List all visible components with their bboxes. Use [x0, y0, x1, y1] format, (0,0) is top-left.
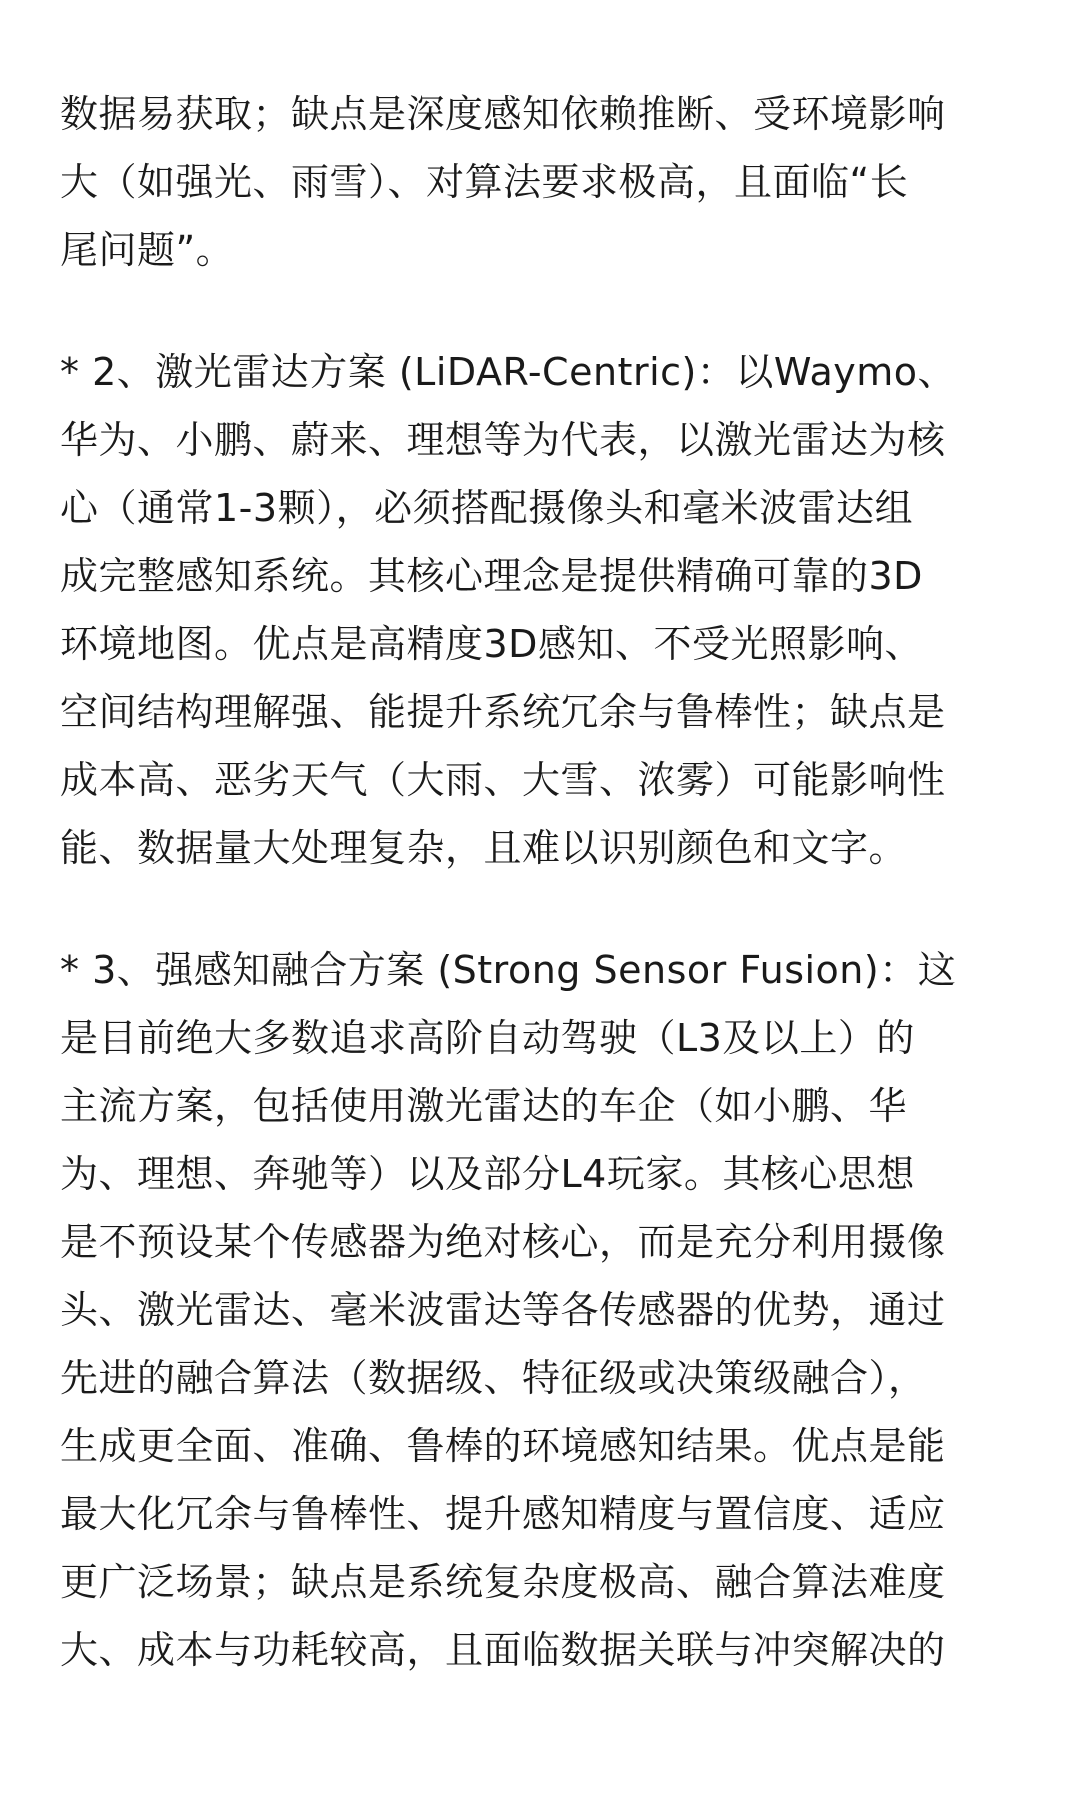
text-line: 尾问题”。 — [60, 228, 235, 272]
text-line: 生成更全面、准确、鲁棒的环境感知结果。优点是能 — [60, 1424, 946, 1468]
text-line: 先进的融合算法（数据级、特征级或决策级融合）， — [60, 1356, 927, 1400]
paragraph-camera-drawbacks — [60, 80, 1040, 284]
text-line: 主流方案，包括使用激光雷达的车企（如小鹏、华 — [60, 1084, 908, 1128]
text-line: 是不预设某个传感器为绝对核心，而是充分利用摄像 — [60, 1220, 946, 1264]
paragraph-spacer — [60, 284, 1040, 338]
text-line: 环境地图。优点是高精度3D感知、不受光照影响、 — [60, 622, 923, 666]
text-line: 是目前绝大多数追求高阶自动驾驶（L3及以上）的 — [60, 1016, 915, 1060]
text-line: * 2、激光雷达方案 (LiDAR-Centric)：以Waymo、 — [60, 350, 957, 394]
text-line: * 3、强感知融合方案 (Strong Sensor Fusion)：这 — [60, 948, 957, 992]
text-line: 数据易获取；缺点是深度感知依赖推断、受环境影响 — [60, 92, 946, 136]
paragraph-spacer — [60, 882, 1040, 936]
text-line: 空间结构理解强、能提升系统冗余与鲁棒性；缺点是 — [60, 690, 946, 734]
text-line: 成完整感知系统。其核心理念是提供精确可靠的3D — [60, 554, 923, 598]
text-line: 最大化冗余与鲁棒性、提升感知精度与置信度、适应 — [60, 1492, 946, 1536]
text-line: 大（如强光、雨雪）、对算法要求极高，且面临“长 — [60, 160, 909, 204]
text-line: 成本高、恶劣天气（大雨、大雪、浓雾）可能影响性 — [60, 758, 946, 802]
text-line: 大、成本与功耗较高，且面临数据关联与冲突解决的 — [60, 1628, 946, 1672]
text-line: 心（通常1-3颗），必须搭配摄像头和毫米波雷达组 — [60, 486, 914, 530]
article-body — [60, 80, 1040, 1684]
text-line: 更广泛场景；缺点是系统复杂度极高、融合算法难度 — [60, 1560, 946, 1604]
text-line: 能、数据量大处理复杂，且难以识别颜色和文字。 — [60, 826, 908, 870]
text-line: 头、激光雷达、毫米波雷达等各传感器的优势，通过 — [60, 1288, 946, 1332]
paragraph-sensor-fusion — [60, 936, 1040, 1684]
text-line: 华为、小鹏、蔚来、理想等为代表，以激光雷达为核 — [60, 418, 946, 462]
text-line: 为、理想、奔驰等）以及部分L4玩家。其核心思想 — [60, 1152, 915, 1196]
paragraph-lidar-centric — [60, 338, 1040, 882]
